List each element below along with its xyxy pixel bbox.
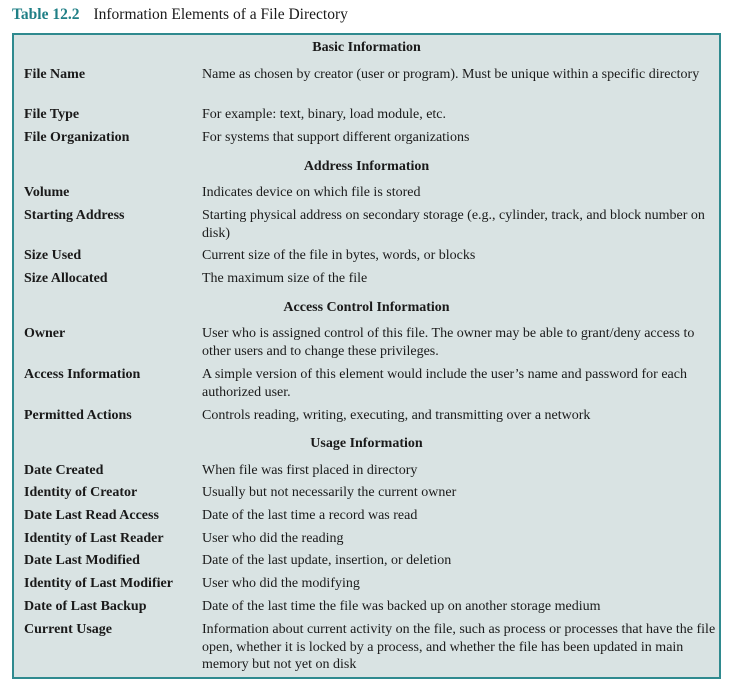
row-description: Controls reading, writing, executing, and transmitting over a network [202, 408, 591, 423]
row-term: Current Usage [24, 622, 113, 637]
section-title-usage: Usage Information [310, 436, 423, 451]
row-term: Date Last Modified [24, 553, 140, 568]
row-description: For systems that support different organizations [202, 130, 470, 145]
row-description: The maximum size of the file [202, 271, 368, 286]
row-description: When file was first placed in directory [202, 463, 418, 478]
row-description: User who did the reading [202, 531, 344, 546]
row-description: Current size of the file in bytes, words, or blocks [202, 248, 476, 263]
row-term: Size Allocated [24, 271, 108, 286]
row-term: File Organization [24, 130, 130, 145]
row-term: Access Information [24, 367, 141, 382]
row-term: Size Used [24, 248, 82, 263]
row-term: Identity of Last Reader [24, 531, 164, 546]
table-caption [12, 6, 348, 24]
row-description: Indicates device on which file is stored [202, 185, 421, 200]
row-term: Starting Address [24, 208, 125, 223]
row-term: Date Created [24, 463, 104, 478]
row-description: For example: text, binary, load module, etc. [202, 107, 447, 122]
row-description: A simple version of this element would include the user’s name and password for each authorized user. [202, 367, 687, 400]
row-term: Date Last Read Access [24, 508, 159, 523]
row-description: Name as chosen by creator (user or program). Must be unique within a specific directory [202, 67, 700, 82]
row-description: Date of the last time a record was read [202, 508, 418, 523]
row-term: Volume [24, 185, 70, 200]
row-term: Owner [24, 326, 66, 341]
row-term: Identity of Last Modifier [24, 576, 173, 591]
row-description: User who is assigned control of this file. The owner may be able to grant/deny access to other users and to change these privileges. [202, 326, 695, 359]
section-title-address: Address Information [303, 159, 430, 174]
row-description: Date of the last time the file was backed up on another storage medium [202, 599, 601, 614]
row-description: Starting physical address on secondary storage (e.g., cylinder, track, and block number on disk) [202, 208, 705, 241]
row-term: File Type [24, 107, 80, 122]
row-term: Permitted Actions [24, 408, 132, 423]
row-term: Date of Last Backup [24, 599, 147, 614]
table-number: Table 12.2 [12, 6, 80, 23]
section-title-basic: Basic Information [312, 40, 421, 55]
row-description: Usually but not necessarily the current owner [202, 485, 457, 500]
row-description: User who did the modifying [202, 576, 360, 591]
row-description: Date of the last update, insertion, or deletion [202, 553, 452, 568]
table-title: Information Elements of a File Directory [93, 6, 348, 23]
section-title-access-control: Access Control Information [283, 300, 450, 315]
row-term: Identity of Creator [24, 485, 138, 500]
file-directory-table [12, 33, 721, 679]
row-description: Information about current activity on the file, such as process or processes that have the file open, whether it is locked by a process, and whether the file has been updated in main memory but not yet on disk [202, 622, 716, 672]
row-term: File Name [24, 67, 86, 82]
